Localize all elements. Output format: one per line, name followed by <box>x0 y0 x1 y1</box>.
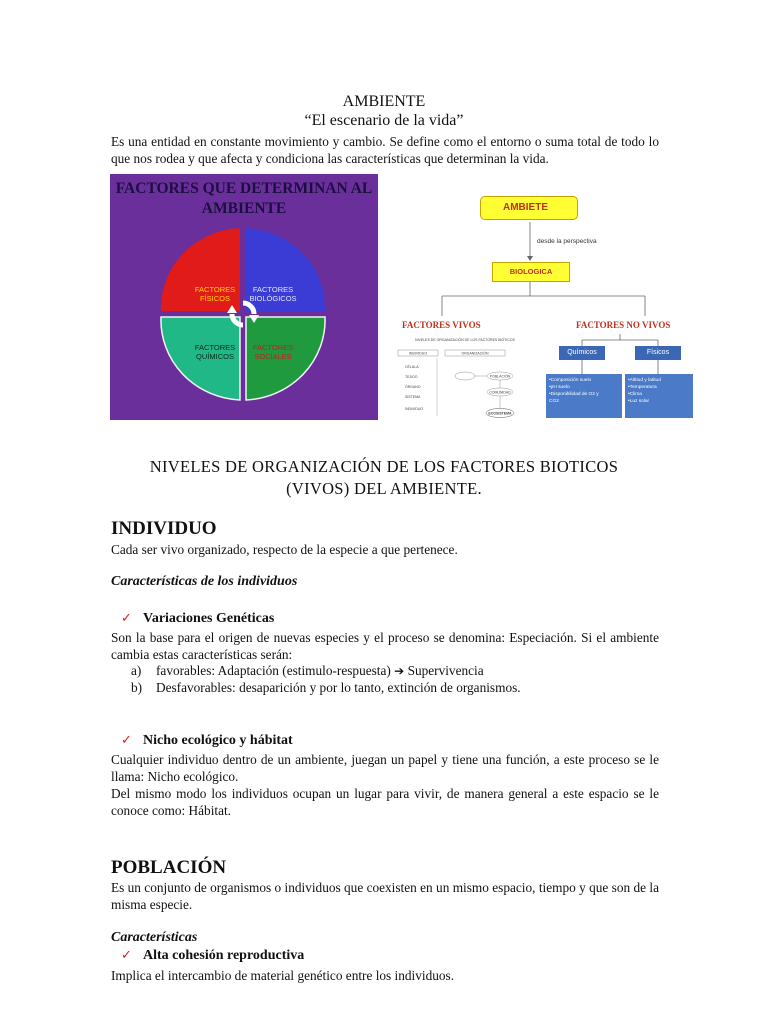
diagram-root-node: AMBIETE <box>480 196 578 220</box>
vivos-tree-left-head: INDIVIDUO <box>408 351 428 356</box>
diagram-factores-vivos: FACTORES VIVOS <box>402 320 481 330</box>
factors-figure <box>110 174 378 420</box>
quadrant-label: FACTORES <box>194 343 236 352</box>
poblacion-heading: POBLACIÓN <box>111 857 227 878</box>
individuo-definition: Cada ser vivo organizado, respecto de la especie a que pertenece. <box>111 542 458 557</box>
diagram-quimicos-node: Químicos <box>559 346 605 360</box>
list-item: •Composición suelo <box>549 378 592 383</box>
vivos-tree-item: SISTEMA <box>405 395 421 399</box>
bullet-title: Alta cohesión reproductiva <box>143 948 305 963</box>
quadrant-label: FACTORES <box>252 343 294 352</box>
list-item: •Temperatura <box>628 385 657 390</box>
section-title-line1: NIVELES DE ORGANIZACIÓN DE LOS FACTORES BIOTICOS <box>149 457 619 476</box>
cohesion-text: Implica el intercambio de material genético entre los individuos. <box>111 968 455 983</box>
poblacion-characteristics-heading: Características <box>111 930 198 945</box>
bullet-cohesion <box>121 948 304 964</box>
habitat-text: Del mismo modo los individuos ocupan un lugar para vivir, de manera general a este espacio se le conoce como: Hábitat. <box>111 786 659 818</box>
diagram-vivos-tree <box>395 336 535 420</box>
diagram-fisicos-node: Físicos <box>635 346 681 360</box>
vivos-tree-item: INDIVIDUO <box>405 407 424 411</box>
list-marker: a) <box>131 663 142 678</box>
variaciones-text: Son la base para el origen de nuevas especies y el proceso se denomina: Especiación. Si el ambiente cambia estas características serán: <box>111 630 659 662</box>
quadrant-label: SOCIALES <box>254 352 292 361</box>
quadrant-label: FACTORES <box>252 285 294 294</box>
page-subtitle: “El escenario de la vida” <box>304 112 464 129</box>
vivos-tree-right-head: ORGANIZACIÓN <box>461 351 489 356</box>
ambiente-diagram <box>380 186 705 422</box>
list-item: •Altitud y latitud <box>628 378 661 383</box>
vivos-tree-item: POBLACIÓN <box>489 374 511 379</box>
list-item-favorables <box>131 663 484 679</box>
intro-paragraph: Es una entidad en constante movimiento y cambio. Se define como el entorno o suma total de todo lo que nos rodea y que afecta y condiciona las características que determinan la vida. <box>111 134 659 166</box>
factors-figure-caption: FACTORES QUE DETERMINAN AL AMBIENTE <box>115 180 373 217</box>
vivos-tree-note: NIVELES DE ORGANIZACIÓN DE LOS FACTORES BIÓTICOS <box>415 338 515 342</box>
check-icon: ✓ <box>121 948 132 963</box>
list-item: CO2 <box>549 399 559 404</box>
list-item-text: favorables: Adaptación (estimulo-respuesta) <box>156 663 391 678</box>
diagram-link-label: desde la perspectiva <box>537 238 597 245</box>
list-item-text: Supervivencia <box>407 663 484 678</box>
list-item-text: Desfavorables: desaparición y por lo tanto, extinción de organismos. <box>156 680 521 695</box>
bullet-variaciones <box>121 611 274 627</box>
check-icon: ✓ <box>121 733 132 748</box>
list-item: •Clima <box>628 392 642 397</box>
factors-circle <box>110 174 378 420</box>
check-icon: ✓ <box>121 611 132 626</box>
diagram-fisicos-list <box>625 374 693 418</box>
bullet-title: Nicho ecológico y hábitat <box>143 733 293 748</box>
vivos-tree-item: TEJIDO <box>405 375 418 379</box>
bullet-nicho <box>121 733 293 749</box>
quadrant-label: FÍSICOS <box>199 294 231 303</box>
vivos-tree-item: COMUNIDAD <box>489 390 511 395</box>
vivos-tree-bottom: ECOSISTEMA <box>488 411 512 416</box>
list-item-desfavorables <box>131 680 521 696</box>
list-item: •pH suelo <box>549 385 570 390</box>
quadrant-label: QUÍMICOS <box>196 352 234 361</box>
list-marker: b) <box>131 680 143 695</box>
page-title: AMBIENTE <box>342 93 426 110</box>
diagram-biologica-node: BIOLOGICA <box>492 262 570 282</box>
vivos-tree-item: CÉLULA <box>405 365 419 369</box>
quadrant-label: BIOLÓGICOS <box>249 294 297 303</box>
diagram-quimicos-list <box>546 374 622 418</box>
section-title-line2: (VIVOS) DEL AMBIENTE. <box>286 479 482 498</box>
individuo-heading: INDIVIDUO <box>111 518 217 539</box>
poblacion-definition: Es un conjunto de organismos o individuos que coexisten en un mismo espacio, tiempo y que son de la misma especie. <box>111 880 659 912</box>
bullet-title: Variaciones Genéticas <box>143 611 275 626</box>
arrow-right-icon: ➔ <box>394 664 405 678</box>
vivos-tree-item: ÓRGANO <box>405 385 421 389</box>
quadrant-label: FACTORES <box>194 285 236 294</box>
list-item: •Disponibilidad de O2 y <box>549 392 599 397</box>
individuo-characteristics-heading: Características de los individuos <box>111 574 298 589</box>
list-item: •Luz solar <box>628 399 650 404</box>
diagram-factores-no-vivos: FACTORES NO VIVOS <box>576 320 671 330</box>
nicho-text: Cualquier individuo dentro de un ambiente, juegan un papel y tiene una función, a este proceso se le llama: Nicho ecológico. <box>111 752 659 784</box>
